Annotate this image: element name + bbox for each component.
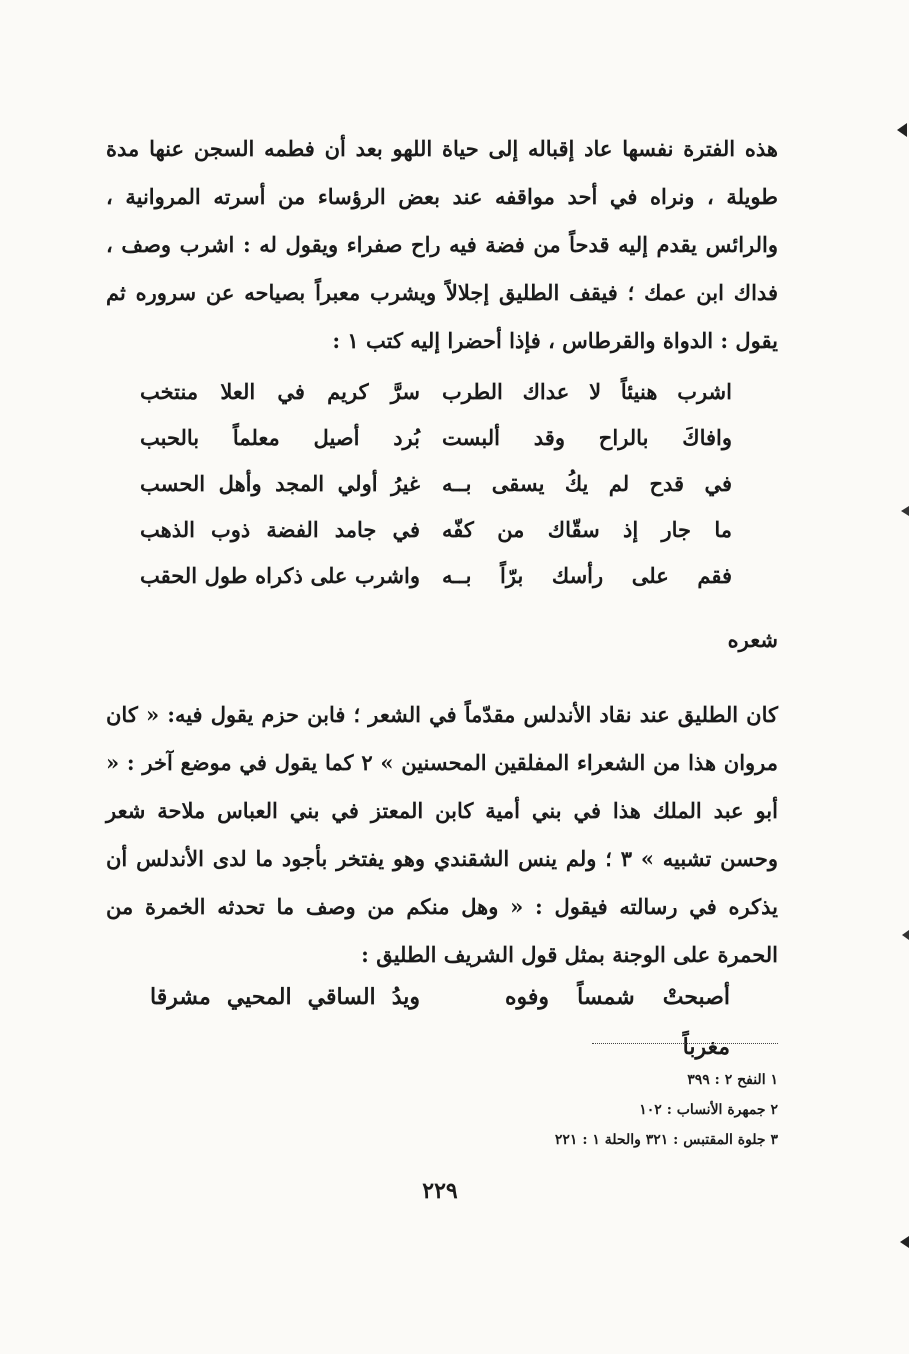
quoted-verse bbox=[150, 972, 730, 1060]
verse-line-5 bbox=[140, 552, 732, 599]
paragraph-intro: هذه الفترة نفسها عاد إقباله إلى حياة اللهو بعد أن فطمه السجن عنها مدة طويلة ، ونراه في أحد مواقفه عند بعض الرؤساء من أسرته المروانية ، والرائس يقدم إليه قدحاً من فضة فيه راح صفراء ويقول له : اشرب وصف ، فداك ابن عمك ؛ فيقف الطليق إجلالاً ويشرب معبراً بصياحه عن سروره ثم يقول : الدواة والقرطاس ، فإذا أحضرا إليه كتب ١ : bbox=[106, 136, 778, 353]
verse-second-hemistich: بُرد أصيل معلماً بالحبب bbox=[140, 425, 420, 450]
verse-second-hemistich: ويدُ الساقي المحيي مشرقا bbox=[150, 984, 420, 1010]
verse-second-hemistich: غيرُ أولي المجد وأهل الحسب bbox=[140, 471, 420, 496]
verse-second-hemistich: واشرب على ذكراه طول الحقب bbox=[140, 563, 420, 588]
verse-first-hemistich: في قدح لم يكُ يسقى بــه bbox=[442, 471, 732, 496]
footnote-3: ٣ جلوة المقتبس : ٣٢١ والحلة ١ : ٢٢١ bbox=[554, 1132, 778, 1148]
verse-first-hemistich: وافاكَ بالراح وقد ألبست bbox=[442, 425, 732, 450]
verse-line-1 bbox=[140, 368, 732, 415]
verse-line-3 bbox=[140, 460, 732, 507]
section-heading: شعره bbox=[727, 627, 778, 652]
verse-first-hemistich: اشرب هنيئاً لا عداك الطرب bbox=[442, 379, 732, 404]
margin-mark bbox=[900, 1236, 909, 1248]
margin-mark bbox=[897, 123, 907, 137]
paragraph-poetry: كان الطليق عند نقاد الأندلس مقدّماً في الشعر ؛ فابن حزم يقول فيه: « كان مروان هذا من الشعراء المفلقين المحسنين » ٢ كما يقول في موضع آخر : « أبو عبد الملك هذا في بني أمية كابن المعتز في بني العباس ملاحة شعر وحسن تشبيه » ٣ ؛ ولم ينس الشقندي وهو يفتخر بأجود ما لدى الأندلس أن يذكره في رسالته فيقول : « وهل منكم من وصف ما تحدثه الخمرة من الحمرة على الوجنة بمثل قول الشريف الطليق : bbox=[106, 702, 778, 967]
margin-mark bbox=[902, 930, 909, 940]
verse-second-hemistich: سرَّ كريم في العلا منتخب bbox=[140, 379, 420, 404]
footnote-1: ١ النفح ٢ : ٣٩٩ bbox=[687, 1072, 778, 1088]
footnote-divider bbox=[592, 1043, 778, 1044]
page-number: ٢٢٩ bbox=[422, 1178, 458, 1204]
margin-mark bbox=[901, 506, 909, 516]
verse-line-2 bbox=[140, 414, 732, 461]
verse-second-hemistich: في جامد الفضة ذوب الذهب bbox=[140, 517, 420, 542]
footnote-2: ٢ جمهرة الأنساب : ١٠٢ bbox=[639, 1102, 778, 1118]
verse-line-4 bbox=[140, 506, 732, 553]
verse-first-hemistich: ما جار إذ سقّاك من كفّه bbox=[442, 517, 732, 542]
verse-first-hemistich: فقم على رأسك برّاً بــه bbox=[442, 563, 732, 588]
verse-first-hemistich: أصبحتْ شمساً وفوه مغرباً bbox=[505, 984, 730, 1060]
